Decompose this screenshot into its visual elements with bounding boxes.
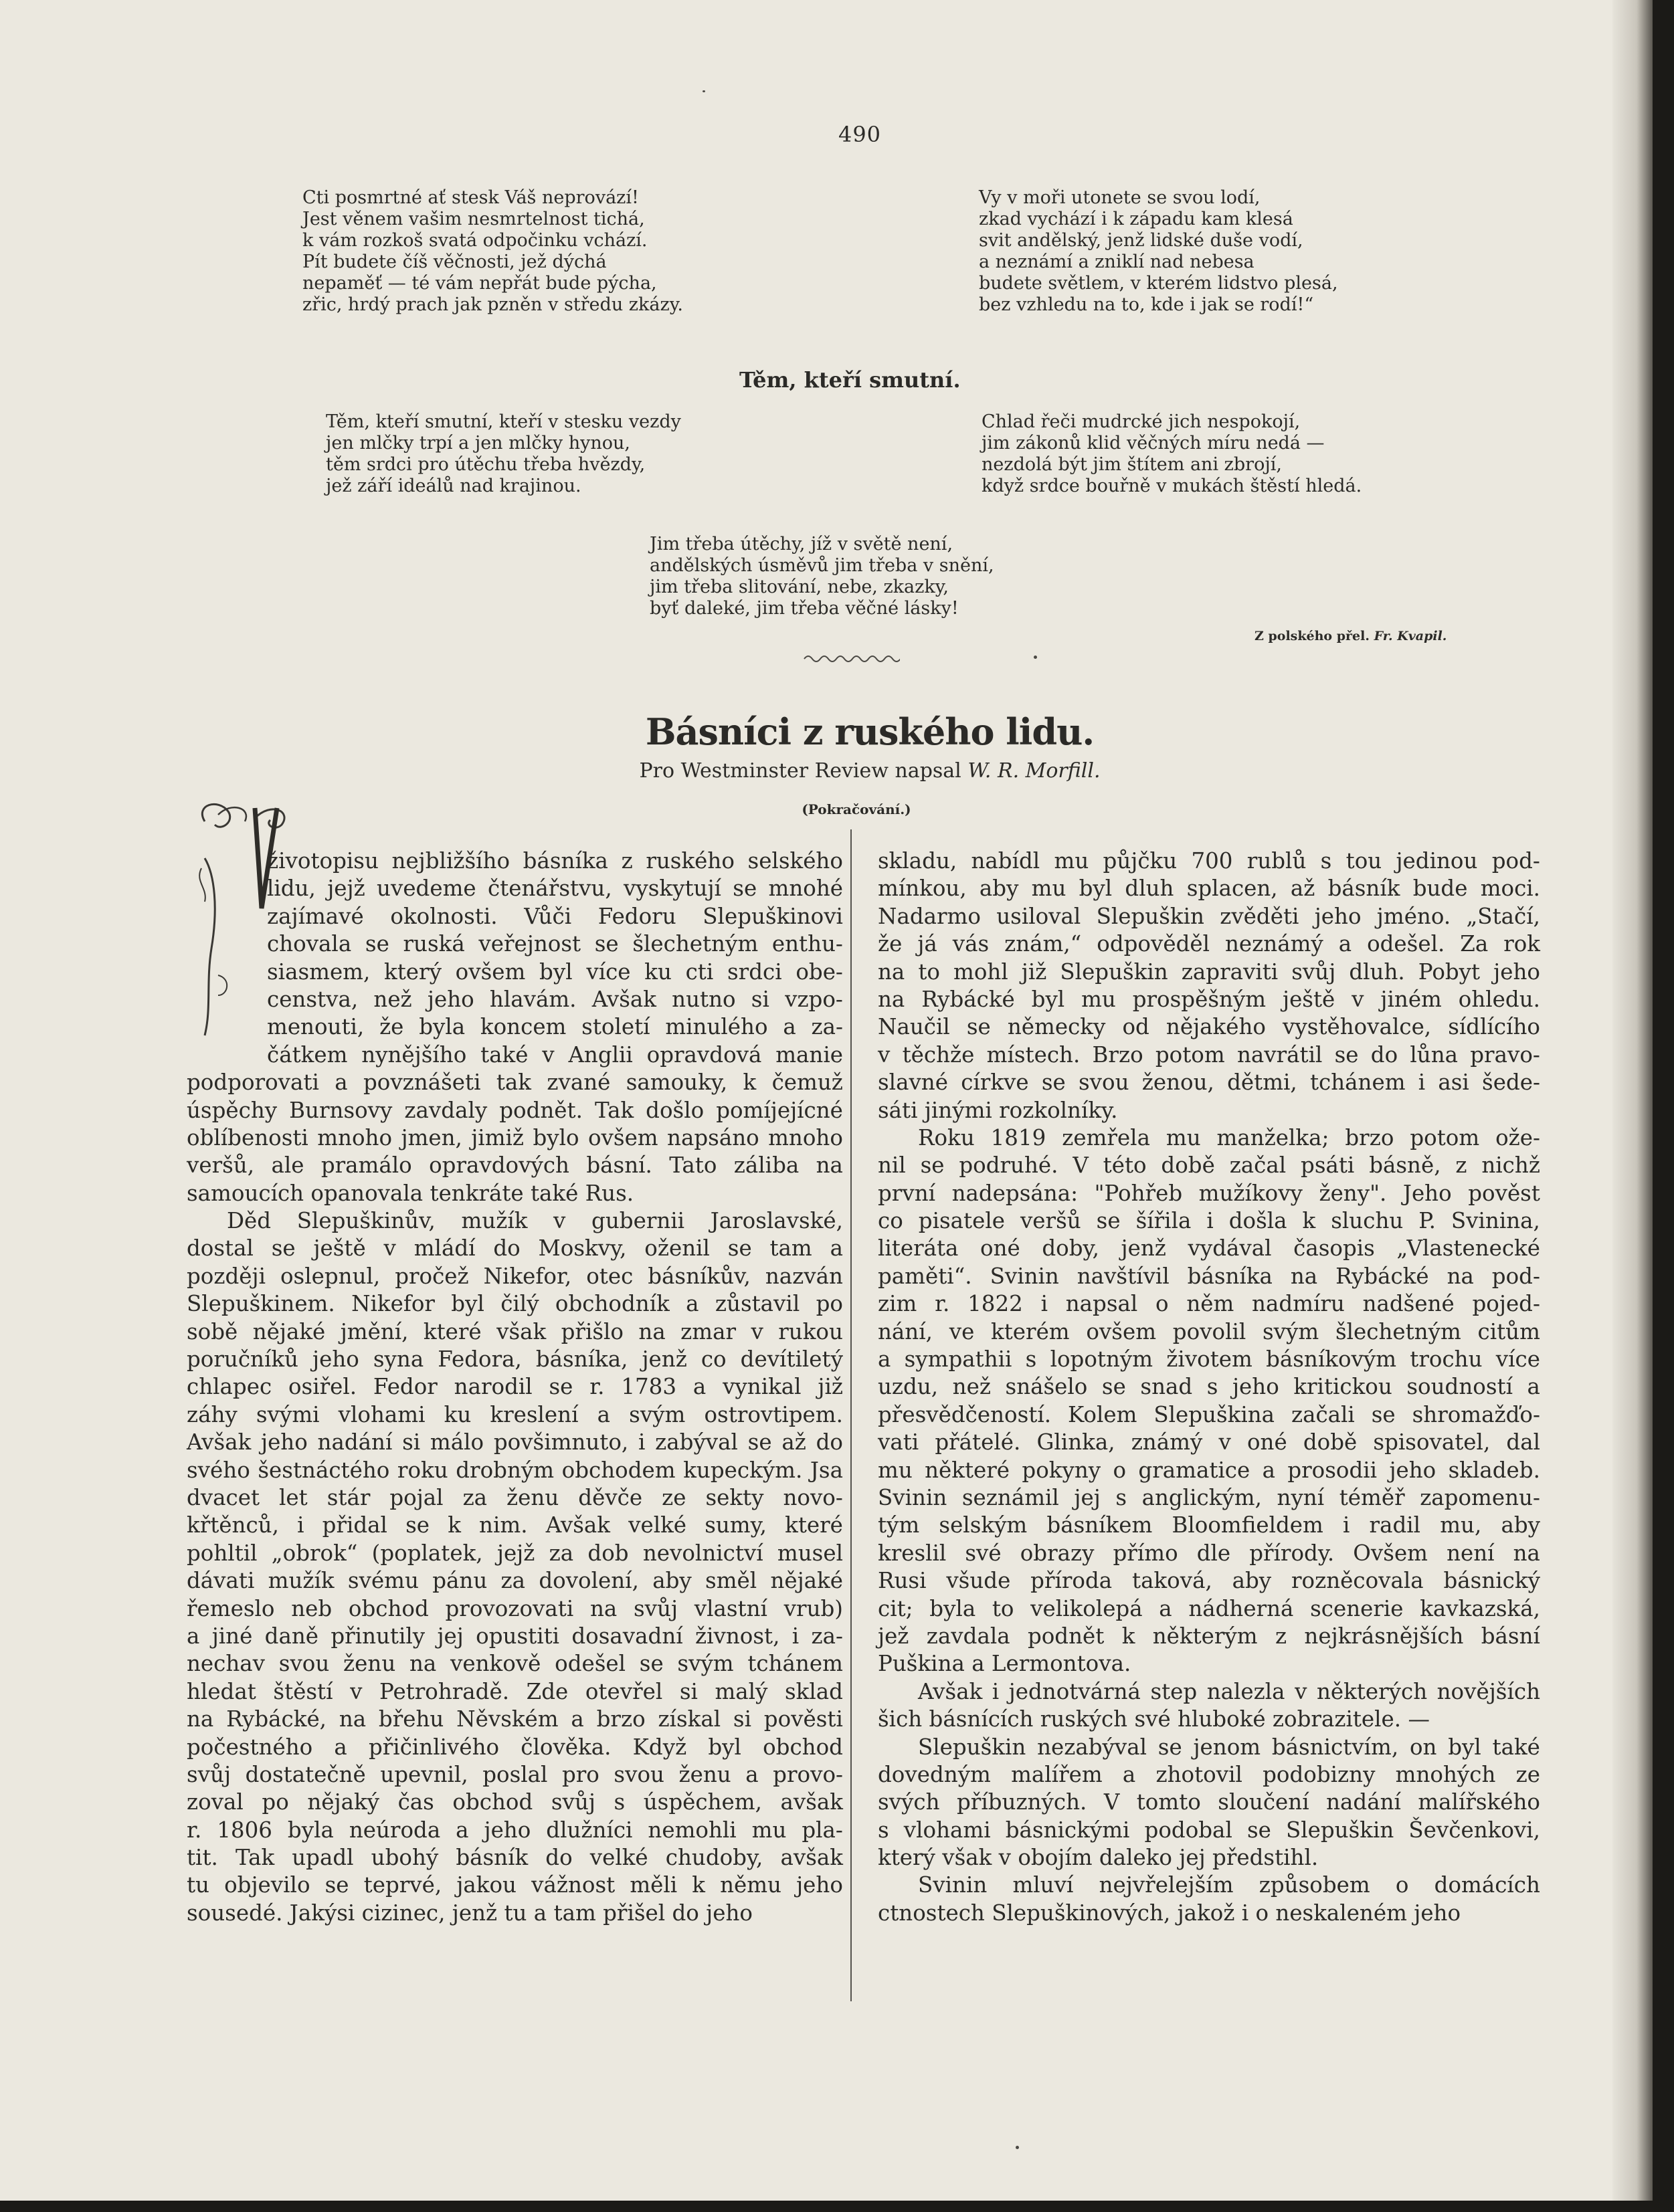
text-line: zoval po nějaký čas obchod svůj s úspěchem, avšak <box>187 1789 843 1815</box>
text-line: na Rybácké, na břehu Něvském a brzo získal si pověsti <box>187 1706 843 1732</box>
text-line: sobě nějaké jmění, které však přišlo na zmar v rukou <box>187 1318 843 1344</box>
text-line: tu objevilo se teprvé, jakou vážnost měli k němu jeho <box>187 1872 843 1898</box>
poem-line: Jim třeba útěchy, jíž v světě není, <box>650 534 953 555</box>
poem-line: těm srdci pro útěchu třeba hvězdy, <box>326 454 646 475</box>
text-line: Rusi všude příroda taková, aby rozněcovala básnický <box>878 1568 1540 1594</box>
ornamental-divider <box>803 652 900 663</box>
poem-line: jim zákonů klid věčných míru nedá — <box>982 433 1325 454</box>
text-line: kreslil své obrazy přímo dle přírody. Ovšem není na <box>878 1540 1540 1566</box>
text-line: úspěchy Burnsovy zavdaly podnět. Tak došlo pomíjejícné <box>187 1097 843 1123</box>
poem-right-stanza <box>982 411 1362 497</box>
text-line: sousedé. Jakýsi cizinec, jenž tu a tam přišel do jeho <box>187 1900 753 1926</box>
text-line: řemeslo neb obchod provozovati na svůj vlastní vrub) <box>187 1595 843 1621</box>
text-line: a jiné daně přinutily jej opustiti dosavadní živnost, i za- <box>187 1623 843 1649</box>
poem-line: jen mlčky trpí a jen mlčky hynou, <box>326 433 630 454</box>
poem-line: Cti posmrtné ať stesk Váš neprovází! <box>302 187 639 208</box>
text-line: ctnostech Slepuškinových, jakož i o neskaleném jeho <box>878 1900 1461 1926</box>
article-title: Básníci z ruského lidu. <box>645 710 1095 753</box>
text-line: cit; byla to velikolepá a nádherná scenerie kavkazská, <box>878 1595 1540 1621</box>
text-line: sáti jinými rozkolníky. <box>878 1097 1118 1123</box>
text-line: nechav svou ženu na venkově odešel se svým tchánem <box>187 1651 843 1677</box>
article-subtitle <box>602 759 1137 783</box>
text-line: svůj dostatečně upevnil, poslal pro svou ženu a provo- <box>187 1761 843 1787</box>
text-line: Avšak i jednotvárná step nalezla v některých novějších <box>918 1678 1540 1704</box>
text-line: Avšak jeho nadání si málo povšimnuto, i zabýval se až do <box>187 1429 843 1455</box>
text-line: vati přátelé. Glinka, známý v oné době spisovatel, dal <box>878 1429 1540 1455</box>
poem-line: nezdolá být jim štítem ani zbrojí, <box>982 454 1282 475</box>
text-line: Puškina a Lermontova. <box>878 1651 1131 1677</box>
poem-line: když srdce bouřně v mukách štěstí hledá. <box>982 476 1362 496</box>
text-line: počestného a přičinlivého člověka. Když byl obchod <box>187 1734 843 1760</box>
text-line: první nadepsána: "Pohřeb mužíkovy ženy". Jeho pověst <box>878 1180 1540 1206</box>
translator-credit <box>1254 629 1447 643</box>
text-line: který však v obojím daleko jej předstihl. <box>878 1845 1319 1871</box>
page-number: 490 <box>838 122 882 147</box>
text-line: životopisu nejbližšího básníka z ruského selského <box>267 848 843 874</box>
text-line: skladu, nabídl mu půjčku 700 rublů s tou jedinou pod- <box>878 848 1540 874</box>
text-line: nání, ve kterém ovšem povolil svým šlechetným citům <box>878 1318 1540 1344</box>
text-line: zim r. 1822 i napsal o něm nadmíru nadšené pojed- <box>878 1291 1540 1317</box>
poem-center-stanza <box>650 534 994 619</box>
stray-mark <box>1016 2146 1019 2149</box>
poem-line: Pít budete číš věčnosti, jež dýchá <box>302 252 607 272</box>
text-line: dovedným malířem a zhotovil podobizny mnohých ze <box>878 1761 1540 1787</box>
subtitle-prefix: Pro Westminster Review napsal <box>639 759 961 783</box>
poem-line: byť daleké, jim třeba věčné lásky! <box>650 598 959 619</box>
text-line: dávati mužík svému pánu za dovolení, aby směl nějaké <box>187 1568 843 1594</box>
poem-line: Vy v moři utonete se svou lodí, <box>979 187 1261 208</box>
text-line: čátkem nynějšího také v Anglii opravdová manie <box>267 1041 843 1068</box>
text-line: svého šestnáctého roku drobným obchodem kupeckým. Jsa <box>187 1457 843 1483</box>
text-line: Naučil se německy od nějakého vystěhovalce, sídlícího <box>878 1014 1540 1040</box>
poem-line: a neznámí a zniklí nad nebesa <box>979 252 1254 272</box>
text-line: později oslepnul, pročež Nikefor, otec básníkův, nazván <box>187 1263 843 1289</box>
article-left-column <box>187 847 843 1927</box>
text-line: že já vás znám,“ odpověděl neznámý a odešel. Za rok <box>878 931 1540 957</box>
text-line: křtěnců, i přidal se k nim. Avšak velké sumy, které <box>187 1512 843 1538</box>
poem-top-right-stanza <box>979 187 1338 316</box>
text-line: paměti“. Svinin navštívil básníka na Rybácké na pod- <box>878 1263 1540 1289</box>
column-divider <box>850 829 852 2001</box>
text-line: přesvědčeností. Kolem Slepuškina začali se shromažďo- <box>878 1401 1540 1427</box>
poem-top-left-stanza <box>302 187 683 316</box>
stray-mark <box>1034 656 1037 659</box>
stray-mark <box>703 90 705 92</box>
text-line: podporovati a povznášeti tak zvané samouky, k čemuž <box>187 1070 843 1096</box>
text-line: mu některé pokyny o gramatice a prosodii jeho skladeb. <box>878 1457 1540 1483</box>
poem-line: k vám rozkoš svatá odpočinku vchází. <box>302 230 648 251</box>
text-line: literáta oné doby, jenž vydával časopis „Vlastenecké <box>878 1235 1540 1262</box>
poem-line: zkad vychází i k západu kam klesá <box>979 209 1293 229</box>
text-line: menouti, že byla koncem století minulého a za- <box>267 1014 843 1040</box>
text-line: chlapec osiřel. Fedor narodil se r. 1783 a vynikal již <box>187 1374 843 1400</box>
text-line: lidu, jejž uvedeme čtenářstvu, vyskytují se mnohé <box>267 876 843 902</box>
poem-line: bez vzhledu na to, kde i jak se rodí!“ <box>979 294 1314 315</box>
text-line: Svinin seznámil jej s anglickým, nyní téměř zapomenu- <box>878 1484 1540 1510</box>
poem-line: budete světlem, v kterém lidstvo plesá, <box>979 273 1338 294</box>
poem-line: Jest věnem vašim nesmrtelnost tichá, <box>302 209 645 229</box>
text-line: Nadarmo usiloval Slepuškin zvěděti jeho jméno. „Stačí, <box>878 903 1540 929</box>
continuation-note: (Pokračování.) <box>802 801 911 817</box>
text-line: Děd Slepuškinův, mužík v gubernii Jaroslavské, <box>227 1208 843 1234</box>
poem-line: svit andělský, jenž lidské duše vodí, <box>979 230 1303 251</box>
text-line: oblíbenosti mnoho jmen, jimiž bylo ovšem napsáno mnoho <box>187 1124 843 1150</box>
text-line: veršů, ale pramálo opravdových básní. Tato záliba na <box>187 1152 843 1179</box>
poem-line: jim třeba slitování, nebe, zkazky, <box>650 577 949 597</box>
credit-translator: Fr. Kvapil. <box>1374 629 1447 643</box>
text-line: v těchže místech. Brzo potom navrátil se do lůna pravo- <box>878 1041 1540 1068</box>
text-line: Slepuškinem. Nikefor byl čilý obchodník a zůstavil po <box>187 1291 843 1317</box>
text-line: chovala se ruská veřejnost se šlechetným enthu- <box>267 931 843 957</box>
text-line: mínkou, aby mu byl dluh splacen, až básník bude moci. <box>878 876 1540 902</box>
text-line: Svinin mluví nejvřelejším způsobem o domácích <box>918 1872 1540 1898</box>
text-line: tit. Tak upadl ubohý básník do velké chudoby, avšak <box>187 1845 843 1871</box>
poem-left-stanza <box>326 411 681 497</box>
credit-prefix: Z polského přel. <box>1254 629 1370 643</box>
text-line: svých příbuzných. V tomto sloučení nadání malířského <box>878 1789 1540 1815</box>
poem-line: zřic, hrdý prach jak pzněn v středu zkázy. <box>302 294 683 315</box>
text-line: pohltil „obrok“ (poplatek, jejž za dob nevolnictví musel <box>187 1540 843 1566</box>
text-line: Roku 1819 zemřela mu manželka; brzo potom ože- <box>918 1124 1540 1150</box>
text-line: Slepuškin nezabýval se jenom básnictvím, on byl také <box>918 1734 1540 1760</box>
text-line: slavné církve se svou ženou, dětmi, tchánem i asi šede- <box>878 1070 1540 1096</box>
text-line: co pisatele veršů se šířila i došla k sluchu P. Svinina, <box>878 1208 1540 1234</box>
text-line: tým selským básníkem Bloomfieldem i radil mu, aby <box>878 1512 1540 1538</box>
text-line: siasmem, který ovšem byl více ku cti srdci obe- <box>267 959 843 985</box>
poem-line: Chlad řeči mudrcké jich nespokojí, <box>982 411 1301 432</box>
text-line: poručníků jeho syna Fedora, básníka, jenž co devítiletý <box>187 1346 843 1373</box>
text-line: dostal se ještě v mládí do Moskvy, oženil se tam a <box>187 1235 843 1262</box>
subtitle-author: W. R. Morfill. <box>967 759 1101 783</box>
poem-line: nepaměť — té vám nepřát bude pýcha, <box>302 273 657 294</box>
poem-line: jež září ideálů nad krajinou. <box>326 476 581 496</box>
text-line: šich básnících ruských své hluboké zobrazitele. — <box>878 1706 1430 1732</box>
text-line: zajímavé okolnosti. Vůči Fedoru Slepuškinovi <box>267 903 843 929</box>
text-line: hledat štěstí v Petrohradě. Zde otevřel si malý sklad <box>187 1678 843 1704</box>
poem-heading: Těm, kteří smutní. <box>739 367 961 393</box>
text-line: censtva, než jeho hlavám. Avšak nutno si vzpo- <box>267 986 843 1012</box>
text-line: jež zavdala podnět k některým z nejkrásnějších básní <box>878 1623 1540 1649</box>
poem-line: Těm, kteří smutní, kteří v stesku vezdy <box>326 411 681 432</box>
book-spine-shadow <box>1612 0 1653 2201</box>
text-line: samoucích opanovala tenkráte také Rus. <box>187 1180 634 1206</box>
text-line: záhy svými vlohami ku kreslení a svým ostrovtipem. <box>187 1401 843 1427</box>
text-line: dvacet let stár pojal za ženu děvče ze sekty novo- <box>187 1484 843 1510</box>
text-line: s vlohami básnickými podobal se Slepuškin Ševčenkovi, <box>878 1817 1540 1843</box>
text-line: uzdu, než snášelo se snad s jeho kritickou soudností a <box>878 1374 1540 1400</box>
text-line: na to mohl již Slepuškin zapraviti svůj dluh. Pobyt jeho <box>878 959 1540 985</box>
text-line: a sympathii s lopotným životem básníkovým trochu více <box>878 1346 1540 1373</box>
poem-line: andělských úsměvů jim třeba v snění, <box>650 555 994 576</box>
text-line: na Rybácké byl mu prospěšným ještě v jiném ohledu. <box>878 986 1540 1012</box>
article-right-column <box>878 847 1540 1927</box>
text-line: nil se podruhé. V této době začal psáti básně, z nichž <box>878 1152 1540 1179</box>
text-line: r. 1806 byla neúroda a jeho dlužníci nemohli mu pla- <box>187 1817 843 1843</box>
